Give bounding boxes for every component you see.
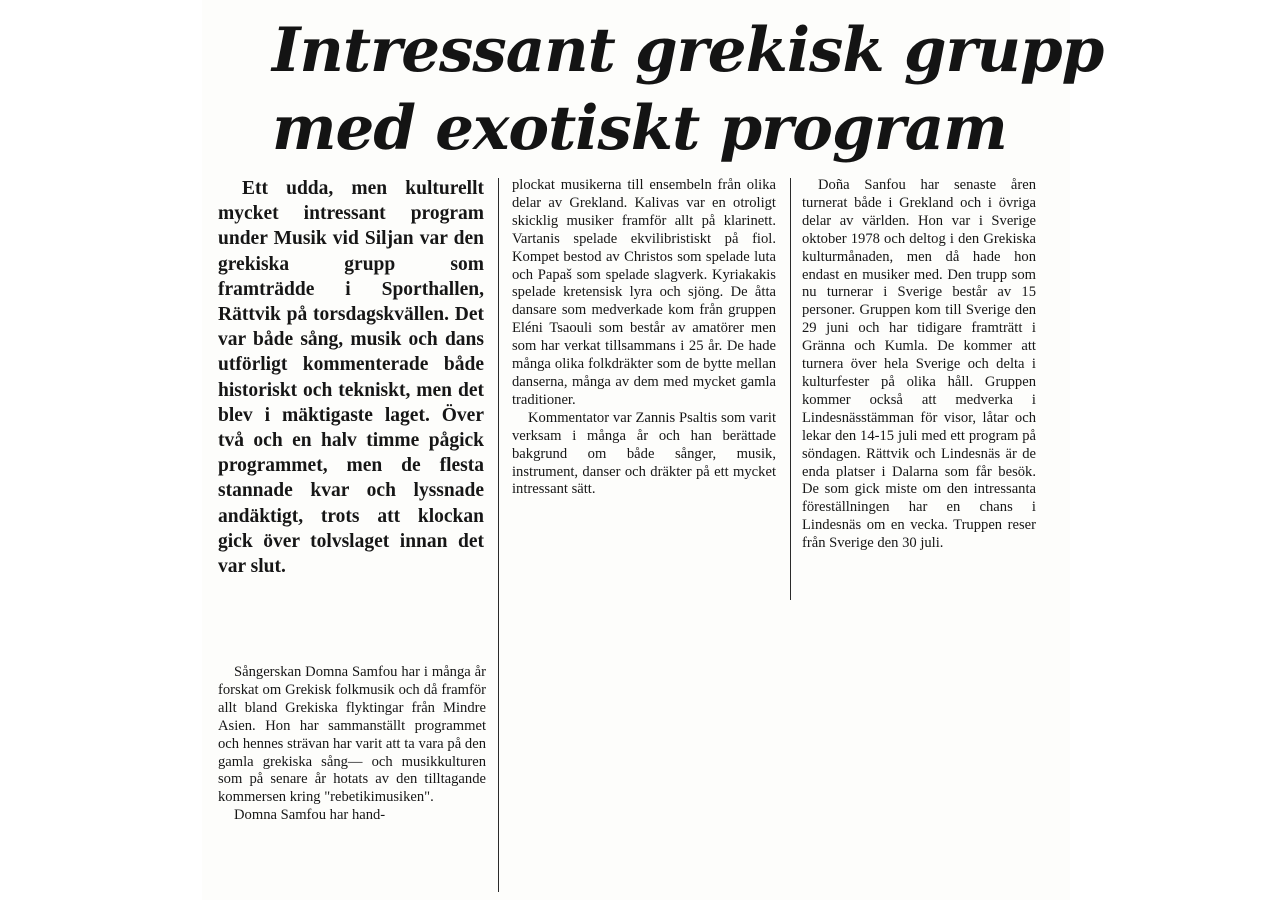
column-3 (802, 177, 1036, 553)
headline-line-2: med exotiskt program (272, 93, 1007, 164)
lead-text: Ett udda, men kulturellt mycket intressant program under Musik vid Siljan var den grekiska grupp som framträdde i Sporthallen, Rättvik på torsdagskvällen. Det var både sång, musik och dans utförligt kommenterade både historiskt och tekniskt, men det blev i mäktigaste laget. Över två och en halv timme pågick programmet, men de flesta stannade kvar och lyssnade andäktigt, trots att klockan gick över tolvslaget innan det var slut. (218, 178, 484, 578)
column-3-paragraph: Doña Sanfou har senaste åren turnerat både i Grekland och i övriga delar av världen. Hon var i Sverige oktober 1978 och deltog i den Grekiska kulturmånaden, men då hade hon endast en musiker med. Den trupp som nu turnerar i Sverige består av 15 personer. Gruppen kom till Sverige den 29 juni och har tidigare framträtt i Gränna och Kumla. De kommer att turnera över hela Sverige och delta i kulturfester på olika håll. Gruppen kommer också att medverka i Lindesnässtämman för visor, låtar och lekar den 14-15 juli med ett program på söndagen. Rättvik och Lindesnäs är de enda platser i Dalarna som får besök. De som gick miste om den intressanta föreställningen har en chans i Lindesnäs om en vecka. Truppen reser från Sverige den 30 juli. (802, 177, 1036, 552)
column-divider (790, 178, 791, 600)
lead-paragraph (218, 176, 484, 579)
column-1-paragraph: Domna Samfou har hand- (234, 807, 386, 824)
column-1-paragraph: Sångerskan Domna Samfou har i många år forskat om Grekisk folkmusik och då framför allt bland Grekiska flyktingar från Mindre Asien. Hon har sammanställt programmet och hennes strävan har varit att ta vara på den gamla grekiska sång— och musikkulturen som på senare år hotats av den tilltagande kommersen kring "rebetikimusiken". (218, 664, 486, 806)
headline-line-1: Intressant grekisk grupp (272, 15, 1104, 86)
column-divider (498, 178, 499, 892)
column-2-paragraph: Kommentator var Zannis Psaltis som varit verksam i många år och han berättade bakgrund om både sånger, musik, instrument, danser och dräkter på ett mycket intressant sätt. (512, 409, 776, 498)
column-2-paragraph: plockat musikerna till ensembeln från olika delar av Grekland. Kalivas var en otroligt skicklig musiker framför allt på klarinett. Vartanis spelade ekvilibristiskt på fiol. Kompet bestod av Christos som spelade luta och Papaš som spelade slagverk. Kyriakakis spelade kretensisk lyra och sjöng. De åtta dansare som medverkade kom från gruppen Eléni Tsaouli som består av amatörer men som har verkat tillsammans i 25 år. De hade många olika folkdräkter som de bytte mellan danserna, många av dem med mycket gamla traditioner. (512, 177, 776, 408)
column-1-body (218, 664, 486, 825)
column-2 (512, 177, 776, 499)
